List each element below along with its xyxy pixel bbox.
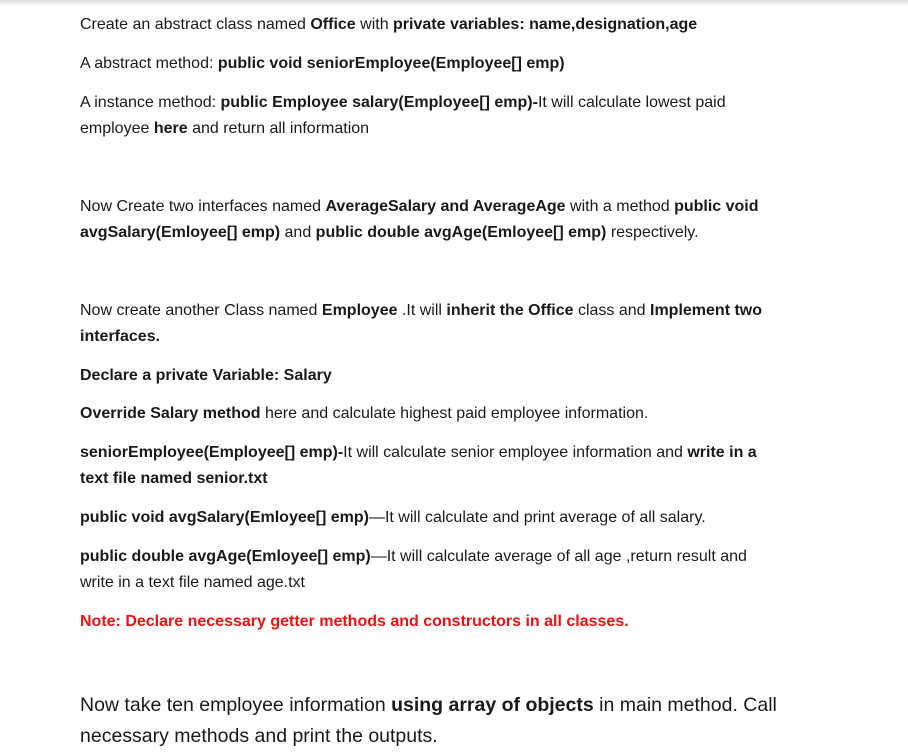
bold-text-run: Office xyxy=(310,16,356,33)
paragraph-note xyxy=(80,609,860,635)
text-run: and return all information xyxy=(187,120,370,137)
text-run: Now take ten employee information xyxy=(80,694,392,716)
bold-text-run: Note: Declare necessary getter methods and constructors in all classes. xyxy=(80,613,629,630)
text-run: respectively. xyxy=(606,224,699,241)
paragraph-avg-age xyxy=(80,544,860,596)
paragraph-interfaces xyxy=(80,194,860,246)
bold-text-run: AverageSalary and AverageAge xyxy=(325,198,566,215)
text-run: in main method. Call xyxy=(593,694,777,716)
paragraph-employee-class xyxy=(80,298,860,350)
paragraph-main-method xyxy=(80,690,860,752)
bold-text-run: inherit the Office xyxy=(446,302,574,319)
bold-text-run: avgSalary(Emloyee[] emp) xyxy=(80,224,281,241)
text-line xyxy=(80,116,860,142)
text-line xyxy=(80,324,860,350)
bold-text-run: public void avgSalary(Emloyee[] emp) xyxy=(80,509,369,526)
text-line xyxy=(80,51,860,77)
paragraph-instance-method xyxy=(80,90,860,142)
text-run: with xyxy=(355,16,394,33)
text-line xyxy=(80,609,860,635)
text-run: .It will xyxy=(397,302,447,319)
text-line xyxy=(80,690,860,721)
text-run: It will calculate lowest paid xyxy=(537,94,726,111)
text-run: Now create another Class named xyxy=(80,302,322,319)
bold-text-run: Override Salary method xyxy=(80,405,261,422)
text-run: Create an abstract class named xyxy=(80,16,311,33)
bold-text-run: Implement two xyxy=(650,302,763,319)
text-line xyxy=(80,544,860,570)
page-top-shadow xyxy=(0,0,908,6)
text-line xyxy=(80,440,860,466)
text-run: Now Create two interfaces named xyxy=(80,198,326,215)
paragraph-senior-employee xyxy=(80,440,860,492)
text-run: here and calculate highest paid employee information. xyxy=(260,405,649,422)
text-run: and xyxy=(280,224,316,241)
paragraph-office-class xyxy=(80,12,860,38)
bold-text-run: private variables: name,designation,age xyxy=(393,16,698,33)
text-run: write in a text file named age.txt xyxy=(80,574,305,591)
bold-text-run: public void xyxy=(674,198,759,215)
bold-text-run: public Employee salary(Employee[] emp)- xyxy=(220,94,538,111)
bold-text-run: interfaces. xyxy=(80,328,161,345)
text-line xyxy=(80,194,860,220)
paragraph-abstract-method xyxy=(80,51,860,77)
bold-text-run: seniorEmployee(Employee[] emp)- xyxy=(80,444,344,461)
paragraph-override-salary xyxy=(80,401,860,427)
bold-text-run: text file named senior.txt xyxy=(80,470,268,487)
text-run: necessary methods and print the outputs. xyxy=(80,725,438,747)
text-line xyxy=(80,721,860,752)
text-line xyxy=(80,220,860,246)
text-line xyxy=(80,298,860,324)
bold-text-run: public void seniorEmployee(Employee[] emp) xyxy=(217,55,565,72)
text-run: employee xyxy=(80,120,154,137)
text-run: A instance method: xyxy=(80,94,221,111)
text-run: A abstract method: xyxy=(80,55,218,72)
text-run: —It will calculate average of all age ,return result and xyxy=(370,548,747,565)
bold-text-run: Declare a private Variable: Salary xyxy=(80,367,332,384)
text-line xyxy=(80,363,860,389)
paragraph-salary-variable xyxy=(80,363,860,389)
text-line xyxy=(80,505,860,531)
text-run: with a method xyxy=(565,198,675,215)
bold-text-run: public double avgAge(Emloyee[] emp) xyxy=(80,548,371,565)
text-line xyxy=(80,12,860,38)
bold-text-run: using array of objects xyxy=(391,694,594,716)
bold-text-run: Employee xyxy=(321,302,398,319)
bold-text-run: write in a xyxy=(687,444,757,461)
bold-text-run: here xyxy=(153,120,188,137)
text-line xyxy=(80,401,860,427)
bold-text-run: public double avgAge(Emloyee[] emp) xyxy=(315,224,607,241)
text-line xyxy=(80,570,860,596)
text-run: —It will calculate and print average of all salary. xyxy=(368,509,706,526)
text-run: class and xyxy=(573,302,650,319)
text-line xyxy=(80,466,860,492)
text-line xyxy=(80,90,860,116)
paragraph-avg-salary xyxy=(80,505,860,531)
text-run: It will calculate senior employee information and xyxy=(343,444,688,461)
